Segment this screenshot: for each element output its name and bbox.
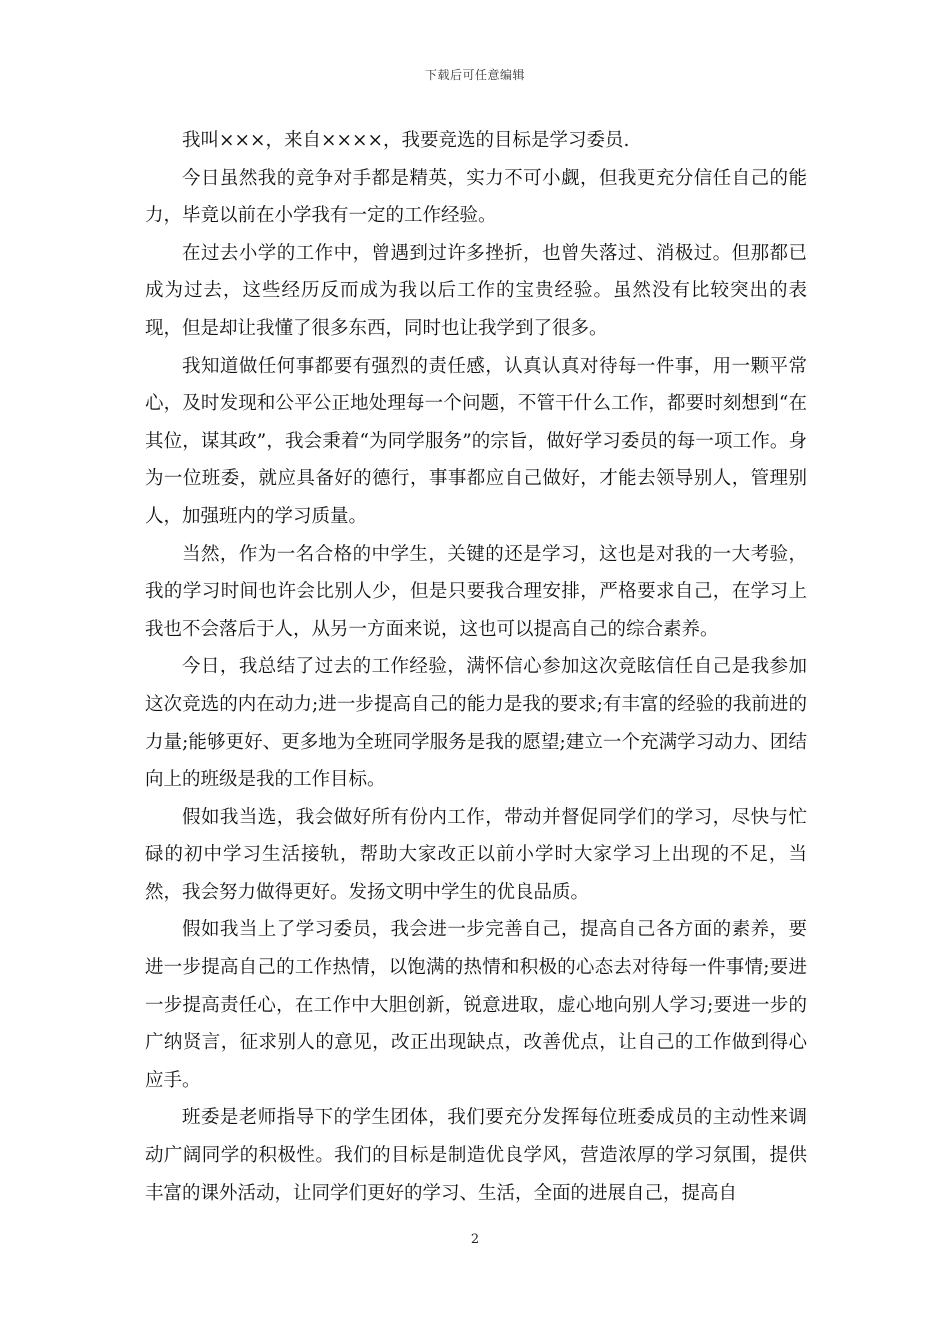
- paragraph: 今日虽然我的竞争对手都是精英，实力不可小觑，但我更充分信任自己的能力，毕竟以前在小学我有一定的工作经验。: [145, 167, 807, 227]
- page-header: 下载后可任意编辑: [424, 68, 525, 82]
- paragraph: 当然，作为一名合格的中学生，关键的还是学习，这也是对我的一大考验，我的学习时间也许会比别人少，但是只要我合理安排，严格要求自己，在学习上我也不会落后于人，从另一方面来说，这也可以提高自己的综合素养。: [145, 543, 807, 640]
- page-number: 2: [470, 1232, 480, 1247]
- paragraph: 我叫×××，来自××××，我要竞选的目标是学习委员.: [182, 130, 630, 151]
- paragraph: 假如我当上了学习委员，我会进一步完善自己，提高自己各方面的素养，要进一步提高自己的工作热情，以饱满的热情和积极的心态去对待每一件事情;要进一步提高责任心，在工作中大胆创新，锐意进取，虚心地向别人学习;要进一步的广纳贤言，征求别人的意见，改正出现缺点，改善优点，让自己的工作做到得心应手。: [145, 919, 807, 1091]
- paragraph: 在过去小学的工作中，曾遇到过许多挫折，也曾失落过、消极过。但那都已成为过去，这些经历反而成为我以后工作的宝贵经验。虽然没有比较突出的表现，但是却让我懂了很多东西，同时也让我学到了很多。: [145, 242, 807, 339]
- paragraph: 今日，我总结了过去的工作经验，满怀信心参加这次竞眩信任自己是我参加这次竞选的内在动力;进一步提高自己的能力是我的要求;有丰富的经验的我前进的力量;能够更好、更多地为全班同学服务是我的愿望;建立一个充满学习动力、团结向上的班级是我的工作目标。: [145, 656, 807, 791]
- paragraph: 班委是老师指导下的学生团体，我们要充分发挥每位班委成员的主动性来调动广阔同学的积极性。我们的目标是制造优良学风，营造浓厚的学习氛围，提供丰富的课外活动，让同学们更好的学习、生活，全面的进展自己，提高自: [145, 1107, 807, 1204]
- document-body: [145, 122, 807, 1212]
- paragraph: 假如我当选，我会做好所有份内工作，带动并督促同学们的学习，尽快与忙碌的初中学习生活接轨，帮助大家改正以前小学时大家学习上出现的不足，当然，我会努力做得更好。发扬文明中学生的优良品质。: [145, 806, 807, 903]
- paragraph: 我知道做任何事都要有强烈的责任感，认真认真对待每一件事，用一颗平常心，及时发现和公平公正地处理每一个问题，不管干什么工作，都要时刻想到“在其位，谋其政”，我会秉着“为同学服务”的宗旨，做好学习委员的每一项工作。身为一位班委，就应具备好的德行，事事都应自己做好，才能去领导别人，管理别人，加强班内的学习质量。: [145, 355, 807, 527]
